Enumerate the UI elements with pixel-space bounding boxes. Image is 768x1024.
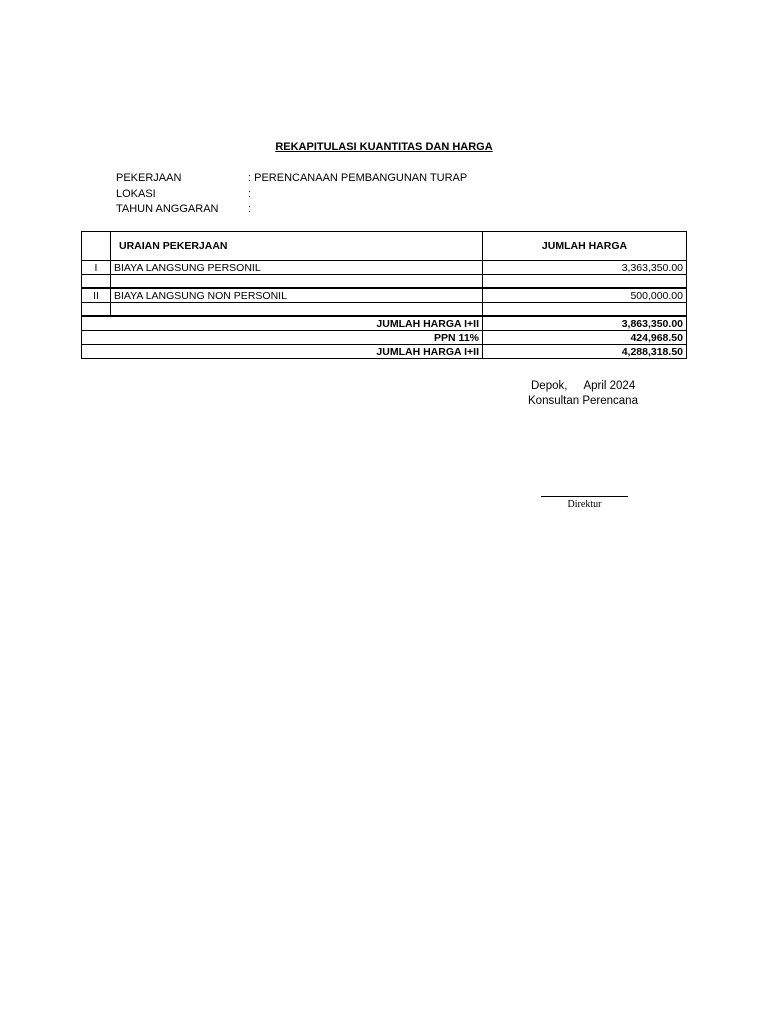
header-amount: JUMLAH HARGA	[483, 232, 687, 261]
table-row	[82, 261, 687, 275]
signature-month-year: April 2024	[583, 380, 636, 392]
row-description: BIAYA LANGSUNG NON PERSONIL	[111, 288, 483, 303]
table-row	[82, 288, 687, 303]
total-label: JUMLAH HARGA I+II	[82, 345, 483, 359]
info-label: TAHUN ANGGARAN	[116, 203, 219, 215]
header-description: URAIAN PEKERJAAN	[111, 232, 483, 261]
signature-city: Depok,	[531, 380, 568, 392]
total-row-ppn	[82, 331, 687, 345]
info-row-lokasi	[116, 187, 467, 203]
total-label: PPN 11%	[82, 331, 483, 345]
row-amount: 3,363,350.00	[483, 261, 687, 275]
info-row-pekerjaan	[116, 171, 467, 187]
signature-role: Konsultan Perencana	[528, 395, 638, 407]
total-row-grand	[82, 345, 687, 359]
info-value: : PERENCANAAN PEMBANGUNAN TURAP	[248, 172, 468, 184]
info-value: :	[248, 187, 252, 200]
project-info	[116, 171, 467, 218]
total-row-subtotal	[82, 316, 687, 331]
row-number: II	[82, 288, 111, 303]
row-number: I	[82, 261, 111, 275]
total-amount: 3,863,350.00	[483, 316, 687, 331]
header-no-cell	[82, 232, 111, 261]
total-amount: 4,288,318.50	[483, 345, 687, 359]
recap-table	[81, 231, 687, 359]
total-label: JUMLAH HARGA I+II	[82, 316, 483, 331]
signature-place-date	[531, 380, 635, 392]
table-spacer-row	[82, 303, 687, 317]
total-amount: 424,968.50	[483, 331, 687, 345]
row-amount: 500,000.00	[483, 288, 687, 303]
signature-line	[541, 496, 628, 497]
document-title: REKAPITULASI KUANTITAS DAN HARGA	[275, 141, 493, 153]
info-value: :	[248, 203, 252, 215]
table-spacer-row	[82, 275, 687, 289]
info-row-tahun-anggaran	[116, 202, 467, 218]
table-header-row	[82, 232, 687, 261]
info-label: PEKERJAAN	[116, 172, 182, 184]
info-label: LOKASI	[116, 187, 156, 200]
signer-title: Direktur	[567, 499, 602, 510]
row-description: BIAYA LANGSUNG PERSONIL	[111, 261, 483, 275]
